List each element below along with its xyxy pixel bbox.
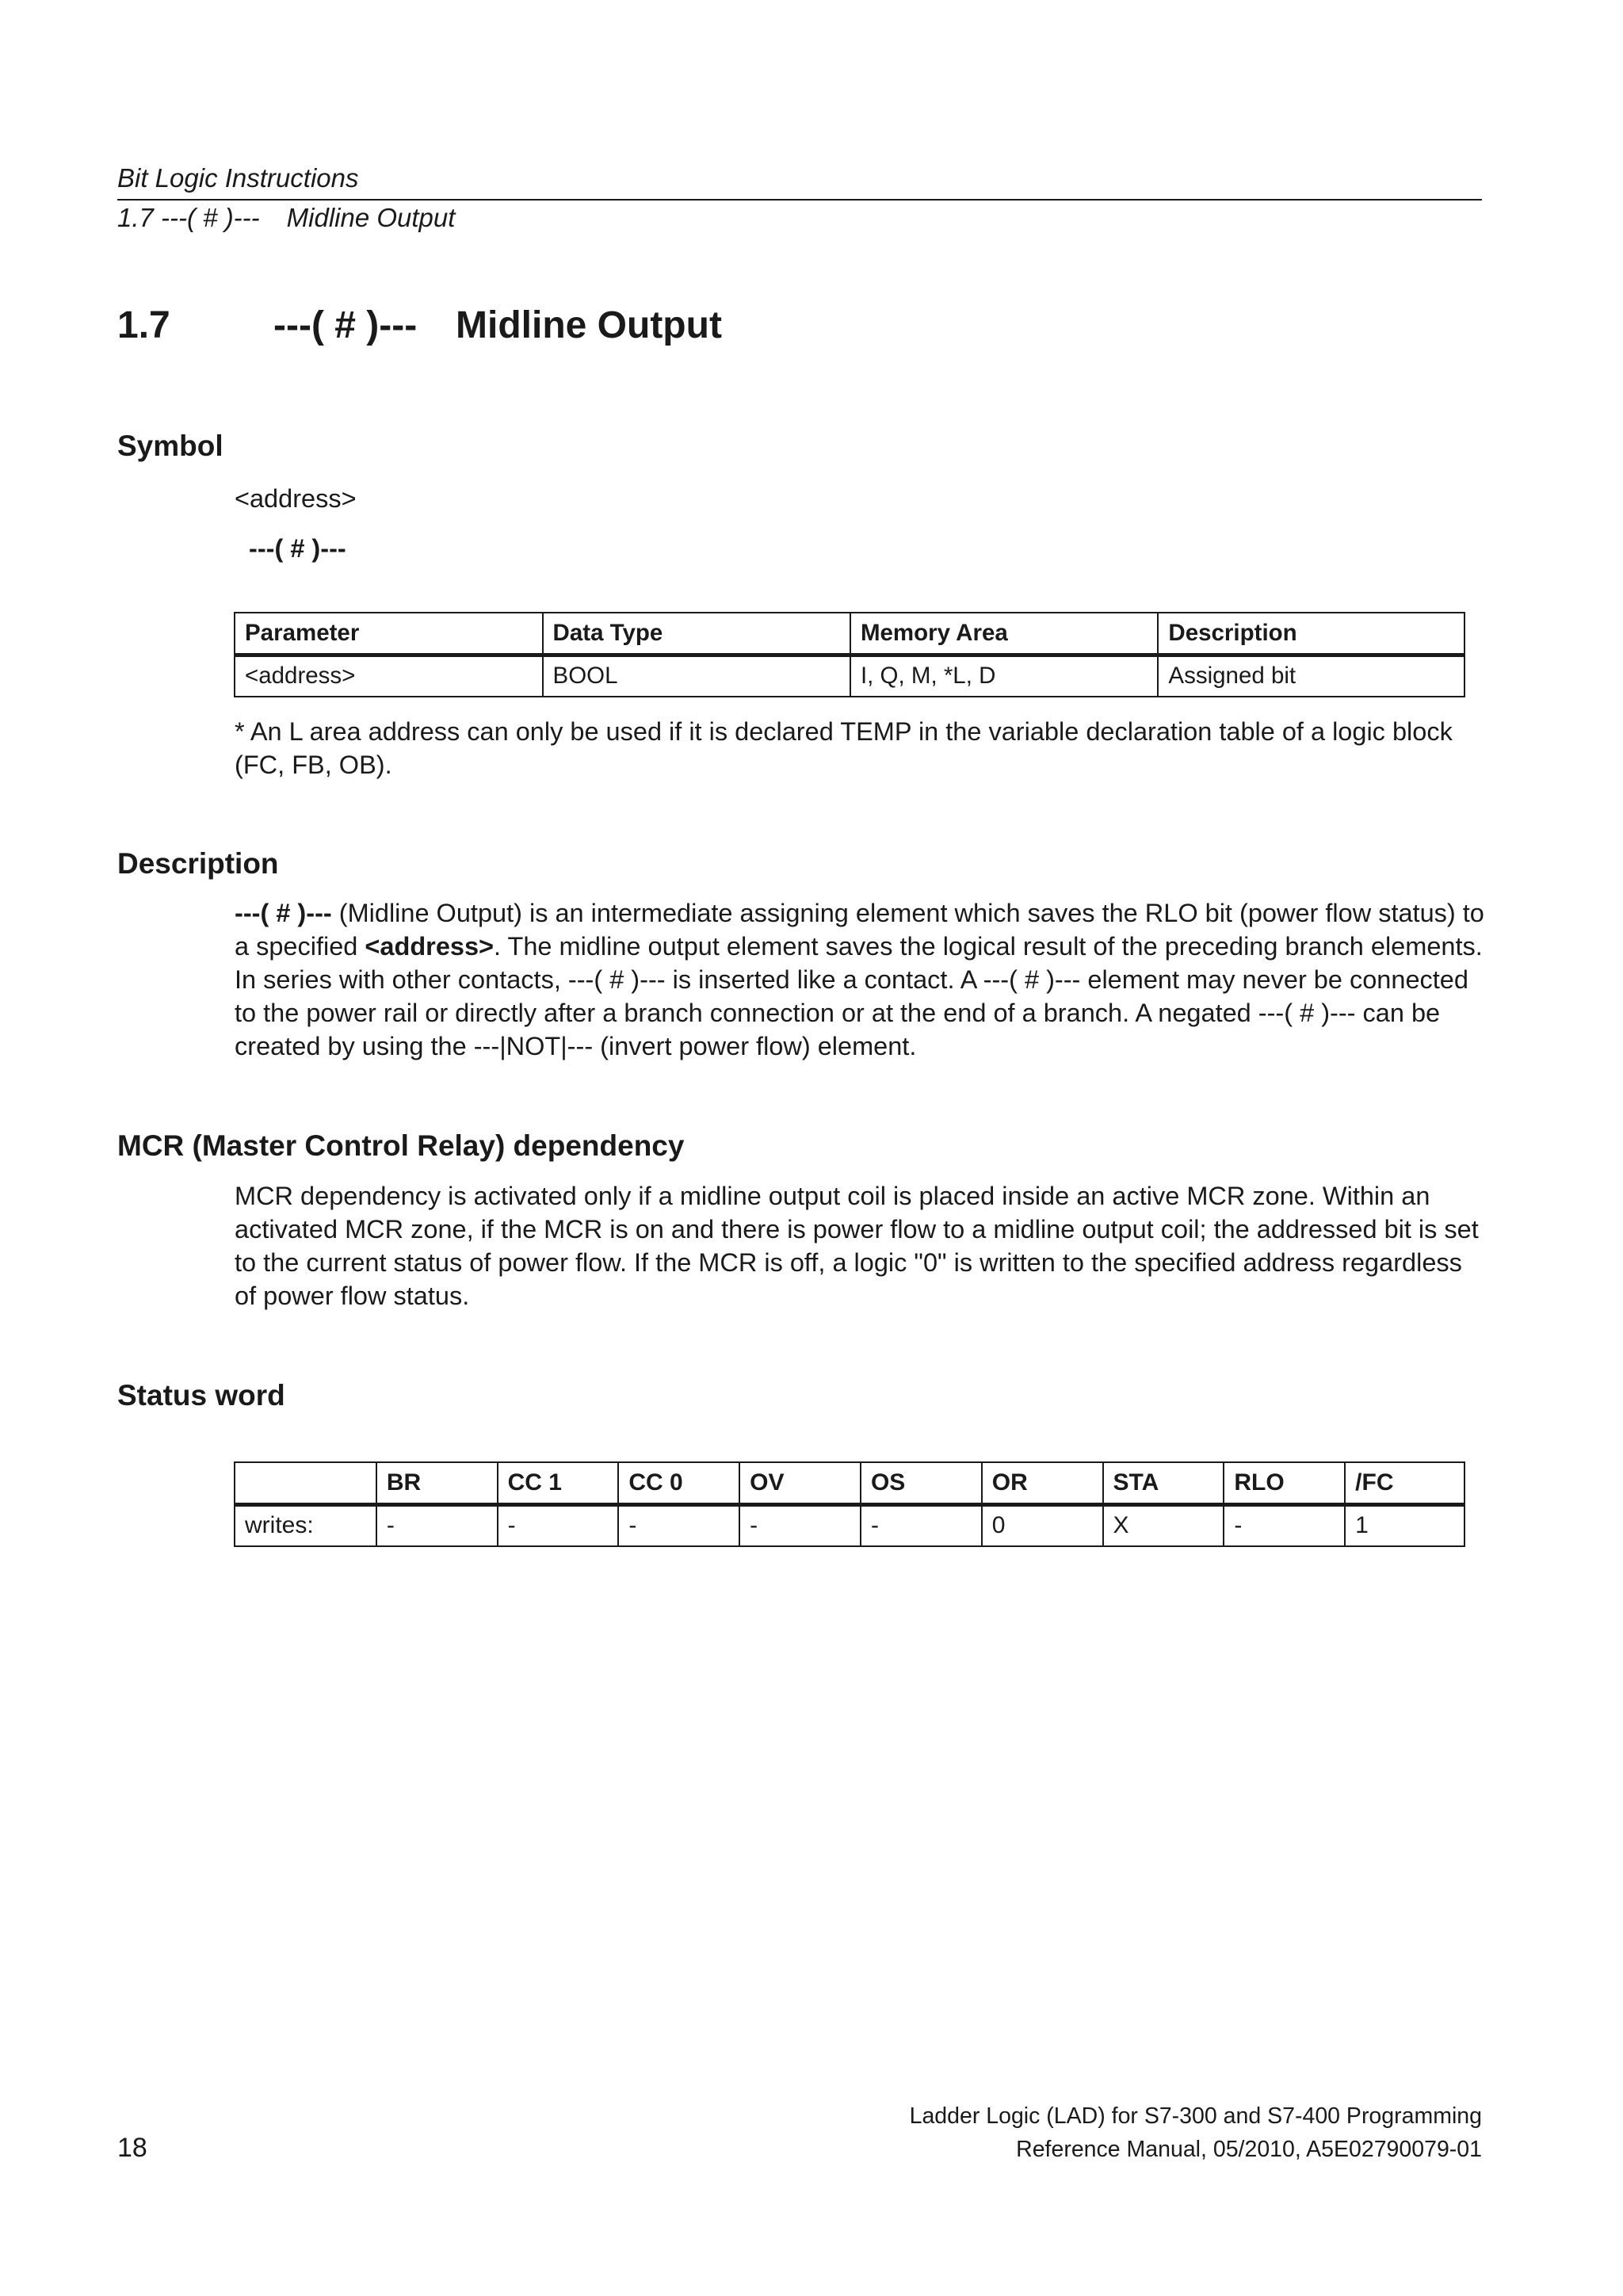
footer-manual-title: Ladder Logic (LAD) for S7-300 and S7-400 Programming bbox=[909, 2103, 1482, 2129]
status-word-header-cell: OR bbox=[982, 1462, 1103, 1504]
section-symbol: ---( # )--- bbox=[273, 304, 418, 346]
status-word-header-cell: OS bbox=[861, 1462, 982, 1504]
status-word-header-cell: CC 1 bbox=[498, 1462, 619, 1504]
page-number: 18 bbox=[117, 2133, 147, 2163]
table-row bbox=[235, 1504, 1465, 1546]
footer-manual-edition: Reference Manual, 05/2010, A5E02790079-01 bbox=[1016, 2137, 1482, 2162]
section-number: 1.7 bbox=[117, 304, 170, 346]
parameter-table bbox=[234, 612, 1465, 697]
status-word-header-cell: OV bbox=[739, 1462, 861, 1504]
symbol-address: <address> bbox=[235, 484, 357, 513]
table-cell: Assigned bit bbox=[1158, 655, 1465, 697]
table-cell: - bbox=[376, 1504, 498, 1546]
running-header-section-symbol: ---( # )--- bbox=[161, 203, 260, 232]
description-address: <address> bbox=[365, 932, 495, 961]
table-cell: X bbox=[1103, 1504, 1224, 1546]
parameter-table-header-cell: Parameter bbox=[235, 613, 543, 655]
table-cell: - bbox=[739, 1504, 861, 1546]
parameter-table-header bbox=[235, 613, 1465, 655]
table-cell: 0 bbox=[982, 1504, 1103, 1546]
status-word-header-cell: RLO bbox=[1224, 1462, 1345, 1504]
parameter-table-header-cell: Description bbox=[1158, 613, 1465, 655]
description-lead-symbol: ---( # )--- bbox=[235, 899, 332, 927]
table-cell: BOOL bbox=[543, 655, 850, 697]
table-cell: 1 bbox=[1345, 1504, 1465, 1546]
table-cell: - bbox=[1224, 1504, 1345, 1546]
parameter-note: * An L area address can only be used if it is declared TEMP in the variable declaration table of a logic block (FC, FB, OB). bbox=[235, 717, 1453, 779]
running-header-section-name: Midline Output bbox=[286, 203, 456, 232]
table-row bbox=[235, 655, 1465, 697]
status-word-header-cell: CC 0 bbox=[618, 1462, 739, 1504]
description-text-2: . The midline output element saves the logical result of the preceding branch elements. In series with other contacts, ---( # )--- is inserted like a contact. A ---( # )--- element may never be connected to the power rail or directly after a branch connection or at the end of a branch. A negated ---( # )--- can be created by using the ---|NOT|--- (invert power flow) element. bbox=[235, 932, 1483, 1060]
status-word-header bbox=[235, 1462, 1465, 1504]
mcr-paragraph: MCR dependency is activated only if a midline output coil is placed inside an active MCR zone. Within an activated MCR zone, if the MCR is on and there is power flow to a midline output coil; the addressed bit is set to the current status of power flow. If the MCR is off, a logic "0" is written to the specified address regardless of power flow status. bbox=[235, 1182, 1479, 1310]
status-word-heading: Status word bbox=[117, 1379, 285, 1412]
symbol-glyph: ---( # )--- bbox=[249, 534, 346, 563]
status-word-table bbox=[234, 1461, 1465, 1547]
description-text-1: (Midline Output) is an intermediate assigning element which saves the RLO bit (power flow status) to a specified bbox=[235, 899, 1484, 961]
table-cell: - bbox=[618, 1504, 739, 1546]
description-heading: Description bbox=[117, 847, 279, 880]
running-header-section-number: 1.7 bbox=[117, 203, 154, 232]
table-cell: writes: bbox=[235, 1504, 376, 1546]
status-word-header-cell: STA bbox=[1103, 1462, 1224, 1504]
status-word-header-cell bbox=[235, 1462, 376, 1504]
symbol-heading: Symbol bbox=[117, 430, 223, 462]
table-cell: <address> bbox=[235, 655, 543, 697]
description-paragraph bbox=[235, 896, 1487, 1063]
table-cell: - bbox=[861, 1504, 982, 1546]
status-word-header-cell: BR bbox=[376, 1462, 498, 1504]
parameter-table-header-cell: Data Type bbox=[543, 613, 850, 655]
parameter-table-header-cell: Memory Area bbox=[850, 613, 1158, 655]
header-rule bbox=[117, 199, 1482, 201]
running-header-chapter: Bit Logic Instructions bbox=[117, 163, 359, 193]
mcr-heading: MCR (Master Control Relay) dependency bbox=[117, 1129, 685, 1162]
section-name: Midline Output bbox=[456, 304, 722, 346]
table-cell: - bbox=[498, 1504, 619, 1546]
table-cell: I, Q, M, *L, D bbox=[850, 655, 1158, 697]
status-word-header-cell: /FC bbox=[1345, 1462, 1465, 1504]
running-header-section bbox=[117, 202, 1480, 234]
